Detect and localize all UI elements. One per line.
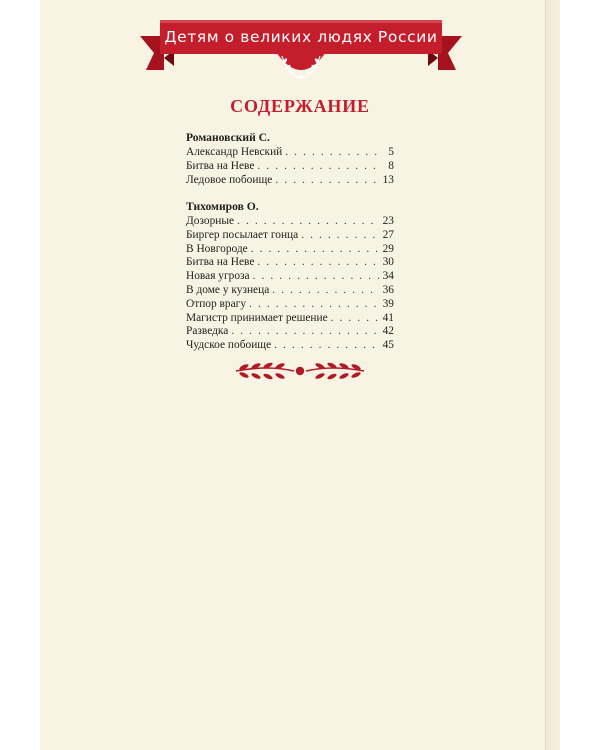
entry-title: Магистр принимает решение: [186, 311, 328, 324]
toc-entry: [186, 325, 394, 339]
toc-entry: [186, 215, 394, 229]
section-author: Тихомиров О.: [186, 200, 259, 213]
entry-page: 29: [382, 242, 394, 255]
toc-entry: [186, 174, 394, 188]
toc-section: [186, 130, 394, 187]
toc-entry: [186, 243, 394, 257]
entry-title: Новая угроза: [186, 270, 250, 283]
laurel-branch-ornament-icon: [230, 357, 370, 385]
toc-entry: [186, 146, 394, 160]
toc-entry: [186, 284, 394, 298]
leader-dots: [251, 243, 379, 257]
leader-dots: [237, 215, 379, 229]
leader-dots: [249, 298, 379, 312]
entry-title: Ледовое побоище: [186, 173, 273, 186]
toc-entry: [186, 312, 394, 326]
series-title: Детям о великих людях России: [164, 28, 438, 46]
toc-entry: [186, 229, 394, 243]
toc-section: [186, 199, 394, 353]
leader-dots: [231, 325, 379, 339]
leader-dots: [331, 312, 379, 326]
entry-title: Биргер посылает гонца: [186, 228, 299, 241]
leader-dots: [274, 339, 379, 353]
entry-page: 34: [382, 270, 394, 283]
leader-dots: [272, 284, 379, 298]
entry-page: 36: [382, 283, 394, 296]
toc-entry: [186, 298, 394, 312]
leader-dots: [253, 270, 379, 284]
section-author: Романовский С.: [186, 131, 270, 144]
leader-dots: [257, 256, 379, 270]
entry-page: 23: [382, 215, 394, 227]
entry-page: 5: [388, 146, 394, 158]
toc-heading: СОДЕРЖАНИЕ: [230, 96, 370, 116]
entry-title: Дозорные: [186, 215, 235, 227]
entry-page: 39: [382, 297, 394, 310]
entry-page: 13: [382, 173, 394, 186]
entry-title: Битва на Неве: [186, 256, 255, 269]
entry-page: 30: [382, 256, 394, 269]
entry-title: В Новгороде: [186, 242, 248, 255]
book-page: [40, 0, 560, 750]
entry-title: Чудское побоище: [186, 339, 272, 352]
toc-entry: [186, 339, 394, 353]
toc-entry: [186, 160, 394, 174]
entry-title: В доме у кузнеца: [186, 283, 270, 296]
entry-page: 41: [382, 311, 394, 324]
leader-dots: [257, 160, 379, 174]
entry-page: 8: [388, 159, 394, 172]
toc-entry: [186, 270, 394, 284]
toc-entry: [186, 256, 394, 270]
entry-title: Разведка: [186, 325, 229, 338]
leader-dots: [301, 229, 379, 243]
entry-title: Отпор врагу: [186, 297, 247, 310]
entry-page: 27: [382, 228, 394, 241]
entry-page: 42: [382, 325, 394, 338]
series-banner: [136, 14, 466, 90]
entry-page: 45: [382, 339, 394, 352]
entry-title: Битва на Неве: [186, 159, 255, 172]
leader-dots: [285, 146, 379, 160]
leader-dots: [275, 174, 379, 188]
entry-title: Александр Невский: [186, 146, 283, 158]
